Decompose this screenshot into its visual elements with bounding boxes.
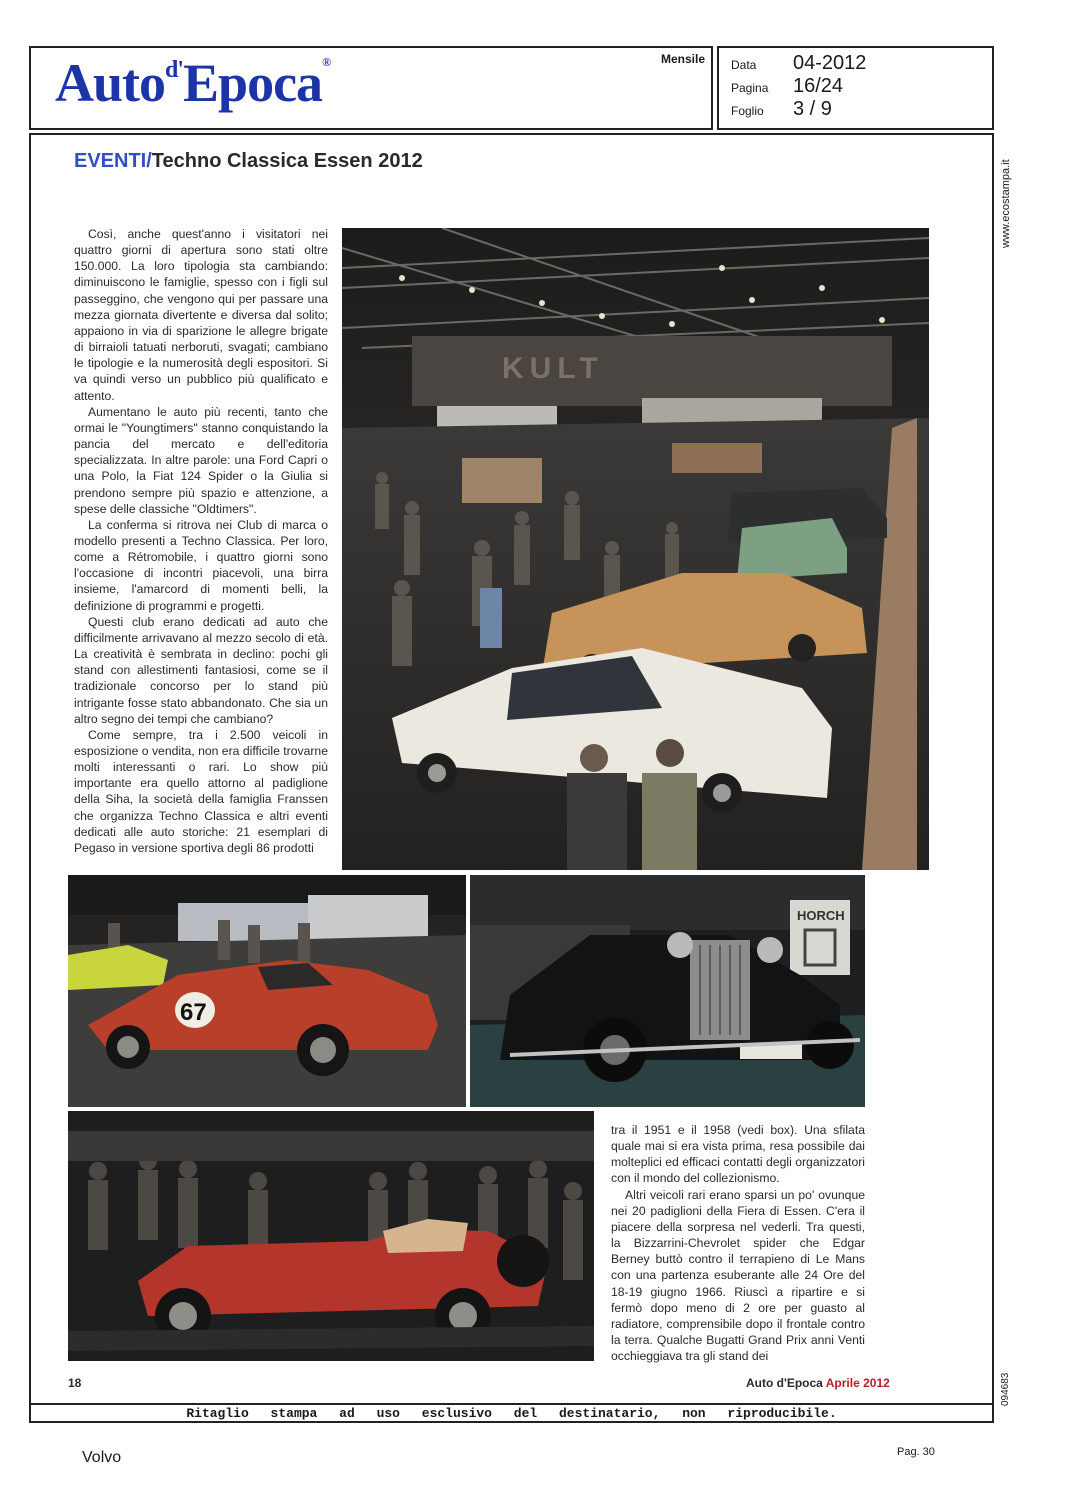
roadster-illustration: [68, 1111, 594, 1361]
pagina-value: 16/24: [793, 75, 844, 97]
photo-exhibition-hall: [342, 228, 929, 870]
paragraph: Altri veicoli rari erano sparsi un po' ovunque nei 20 padiglioni della Fiera di Essen. C'era il piacere della sorpresa nel vederli. Tra questi, la Bizzarrini-Chevrolet spider che Edgar Berney buttò contro il terrapieno di Le Mans con una partenza esuberante alle 24 Ore del 18-19 giugno 1966. Riuscì a ripartire e si fermò dopo meno di 2 ore per guasto al radiatore, comprensibile dopo il frontale contro la terra. Qualche Bugatti Grand Prix anni Venti occhieggiava tra gli stand dei: [611, 1187, 865, 1364]
left-column: [74, 226, 328, 856]
race-number-text: 67: [180, 999, 207, 1026]
article-topic: Techno Classica Essen 2012: [151, 150, 423, 172]
photo-red-roadster: [68, 1111, 594, 1361]
paragraph: La conferma si ritrova nei Club di marca o modello presenti a Techno Classica. Per loro, come a Rétromobile, i quattro giorni sono l'occasione di incontri piacevoli, una birra insieme, l'amarcord di momenti belli, la definizione di programmi e progetti.: [74, 517, 328, 613]
foglio-value: 3 / 9: [793, 98, 832, 120]
paragraph: Così, anche quest'anno i visitatori nei quattro giorni di apertura sono stati oltre 150.000. La loro tipologia sta cambiando: diminuiscono le famiglie, spesso con i figli sul passeggino, che vengono qui per passare una mezza giornata divertente e diversa dal solito; appaiono in via di sparizione le allegre brigate di birraioli tatuati nerboruti, svagati; cambiano le tipologie e la numerosità degli espositori. Si va quindi verso un pubblico più qualificato e attento.: [74, 227, 328, 403]
paragraph: Aumentano le auto più recenti, tanto che ormai le "Youngtimers" stanno conquistando la pancia del mercato e dell'editoria specializzata. In altre parole: una Ford Capri o una Polo, la Fiat 124 Spider o la Giulia si prendono sempre più spazio e attenzione, a spese delle classiche "Oldtimers".: [74, 404, 328, 516]
frequency-label: Mensile: [660, 52, 705, 66]
pagina-label: Pagina: [731, 81, 769, 95]
masthead-meta-box: [717, 46, 994, 130]
article-heading: [74, 150, 423, 173]
meta-foglio-row: [731, 98, 832, 121]
client-name: Volvo: [82, 1449, 122, 1466]
paragraph: Come sempre, tra i 2.500 veicoli in esposizione o vendita, non era difficile trovarne molti interessanti o rari. Lo show più importante era quello attorno al padiglione della Siha, la società della famiglia Franssen che organizza Techno Classica e altri eventi dedicati alle auto storiche: 21 esemplari di Pegaso in versione sportiva degli 86 prodotti: [74, 727, 328, 855]
photo-red-race-car: [68, 875, 466, 1107]
right-column: [611, 1122, 865, 1364]
meta-pagina-row: [731, 75, 843, 98]
meta-data-row: [731, 52, 866, 75]
masthead-logo-box: [29, 46, 713, 130]
folio-magazine: [746, 1376, 890, 1390]
section-label: EVENTI/: [74, 150, 152, 172]
stand-sign-text: HORCH: [797, 908, 845, 923]
folio-magazine-name: Auto d'Epoca: [746, 1376, 823, 1390]
photo-black-horch: [470, 875, 865, 1107]
foglio-label: Foglio: [731, 104, 764, 118]
data-value: 04-2012: [793, 52, 867, 74]
side-url: www.ecostampa.it: [1000, 159, 1012, 248]
paragraph: tra il 1951 e il 1958 (vedi box). Una sfilata quale mai si era vista prima, resa possibile dai molteplici ed efficaci contatti degli organizzatori con il mondo del collezionismo.: [611, 1123, 865, 1186]
paragraph: Questi club erano dedicati ad auto che difficilmente arrivavano al mezzo secolo di età. La creatività è sembrata in declino: pochi gli stand con allestimenti fantasiosi, come se il tradizionale concorso per lo stand più intrigante fosse stato abbandonato. Che sia un altro segno dei tempi che cambiano?: [74, 614, 328, 726]
hall-sign-text: KULT: [502, 352, 604, 385]
horch-illustration: [470, 875, 865, 1107]
side-code: 094683: [1000, 1372, 1011, 1406]
reproduction-notice: Ritaglio stampa ad uso esclusivo del destinatario, non riproducibile.: [29, 1403, 994, 1423]
magazine-logo: Auto$^{d'}$Epoca®: [55, 53, 331, 113]
folio-issue: Aprile 2012: [825, 1376, 890, 1390]
race-car-illustration: [68, 875, 466, 1107]
folio-page-number: 18: [68, 1376, 82, 1390]
data-label: Data: [731, 58, 757, 72]
hall-illustration: [342, 228, 929, 870]
page-number: Pag. 30: [897, 1446, 935, 1458]
